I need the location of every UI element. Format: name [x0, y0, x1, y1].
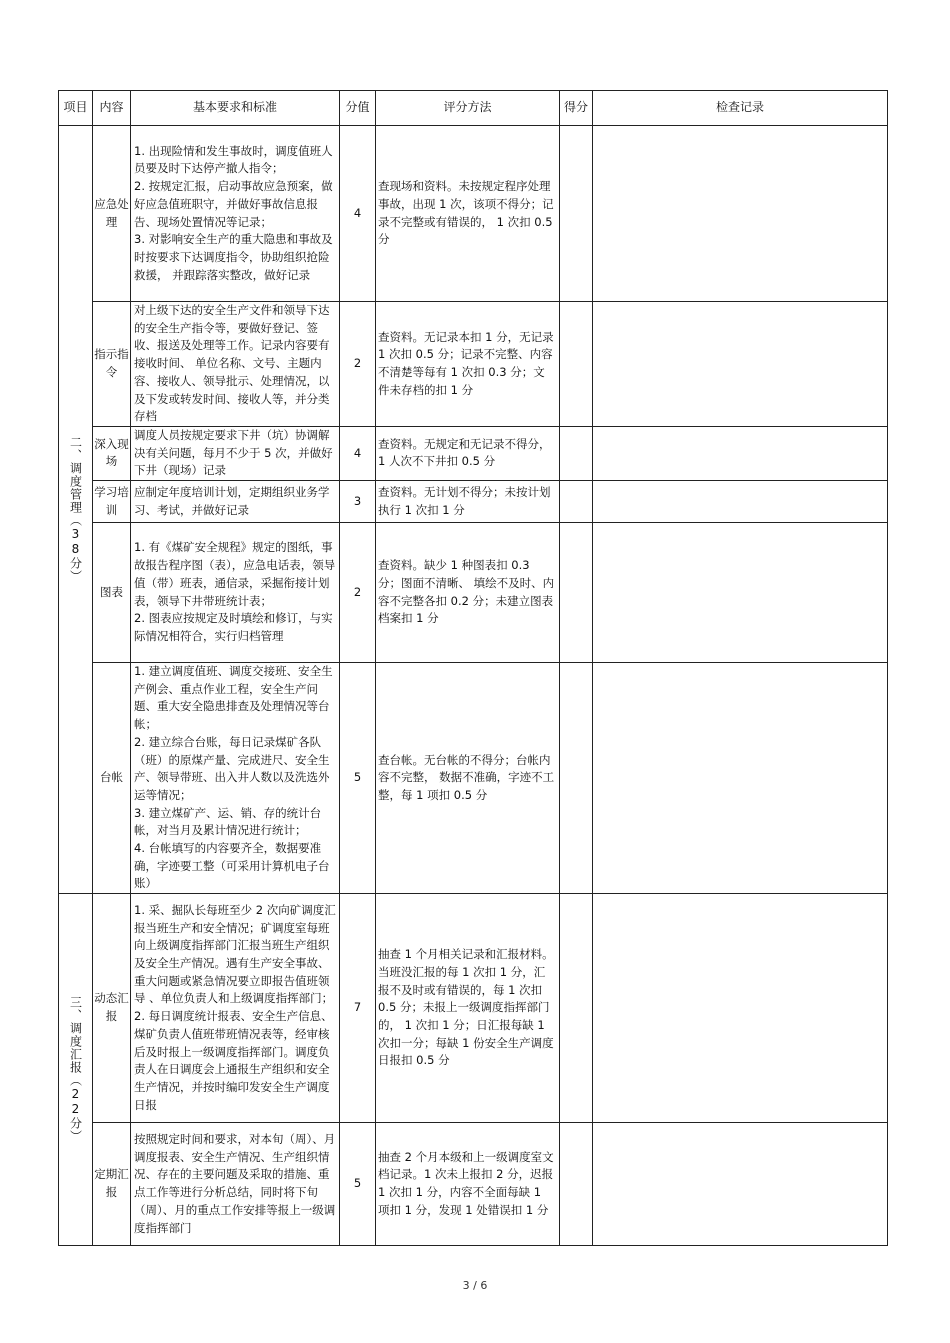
requirements-text: 1. 有《煤矿安全规程》规定的图纸，事故报告程序图（表），应急电话表，领导值（带）班表，通信录，采掘衔接计划表，领导下井带班统计表； 2. 图表应按规定及时填绘和修订，与实际情况相符合，实行归档管理 [134, 540, 336, 643]
method-text: 抽查 1 个月相关记录和汇报材料。当班没汇报的每 1 次扣 1 分，汇报不及时或有错误的，每 1 次扣 0.5 分；未报上一级调度指挥部门的， 1 次扣 1 分；日汇报每缺 1 次扣一分；每缺 1 份安全生产调度日报扣 0.5 分 [378, 947, 554, 1068]
inspection-record-cell[interactable] [593, 126, 888, 302]
obtained-score-cell[interactable] [560, 481, 593, 523]
item-label: 图表 [100, 584, 123, 599]
header-method: 评分方法 [376, 91, 560, 126]
page-number: 3 / 6 [462, 1279, 488, 1292]
obtained-score-cell[interactable] [560, 663, 593, 894]
inspection-record-cell[interactable] [593, 481, 888, 523]
header-content: 内容 [93, 91, 131, 126]
score-value: 5 [353, 770, 362, 785]
item-label: 深入现场 [94, 436, 129, 469]
method-text: 查资料。无规定和无记录不得分， 1 人次不下井扣 0.5 分 [378, 436, 551, 469]
score-value: 4 [353, 205, 362, 220]
inspection-record-cell[interactable] [593, 663, 888, 894]
score-value: 7 [353, 1000, 362, 1015]
header-project: 项目 [59, 91, 93, 126]
requirements-text: 1. 出现险情和发生事故时，调度值班人员要及时下达停产撤人指令； 2. 按规定汇报，启动事故应急预案，做好应急值班职守，并做好事故信息报告、现场处置情况等记录； 3. 对影响安全生产的重大隐患和事故及时按要求下达调度指令，协助组织抢险救援， 并跟踪落实整改，做好记录 [134, 143, 333, 282]
requirements-text: 1. 建立调度值班、调度交接班、安全生产例会、重点作业工程，安全生产问题、重大安全隐患排查及处理情况等台帐； 2. 建立综合台账，每日记录煤矿各队（班）的原煤产量、完成进尺、安全生产、领导带班、出入井人数以及洗选外运等情况； 3. 建立煤矿产、运、销、存的统计台帐，对当月及累计情况进行统计； 4. 台帐填写的内容要齐全，数据要准确，字迹要工整（可采用计算机电子台账） [134, 664, 333, 891]
section-label: 三、调度汇报（22分） [68, 996, 83, 1144]
requirements-text: 1. 采、掘队长每班至少 2 次向矿调度汇报当班生产和安全情况；矿调度室每班向上级调度指挥部门汇报当班生产组织及安全生产情况。遇有生产安全事故、重大问题或紧急情况要立即报告值班领导 、单位负责人和上级调度指挥部门； 2. 每日调度统计报表、安全生产信息、煤矿负责人值班带班情况表等，经审核后及时报上一级调度指挥部门。调度负责人在日调度会上通报生产组织和安全生产情况，并按时编印发安全生产调度日报 [134, 902, 336, 1112]
item-label: 台帐 [100, 770, 123, 785]
table-row [59, 126, 888, 302]
score-value: 2 [353, 584, 362, 599]
requirements-text: 应制定年度培训计划，定期组织业务学习、考试，并做好记录 [134, 484, 330, 517]
method-text: 查资料。缺少 1 种图表扣 0.3 分；图面不清晰、 填绘不及时、内容不完整各扣 0.2 分；未建立图表档案扣 1 分 [378, 558, 555, 626]
item-label: 学习培训 [94, 484, 129, 517]
table-row [59, 1123, 888, 1246]
table-row [59, 894, 888, 1123]
method-text: 抽查 2 个月本级和上一级调度室文档记录。1 次未上报扣 2 分，迟报 1 次扣 1 分，内容不全面每缺 1 项扣 1 分，发现 1 处错误扣 1 分 [378, 1149, 554, 1217]
method-text: 查现场和资料。未按规定程序处理事故，出现 1 次，该项不得分；记录不完整或有错误的， 1 次扣 0.5 分 [378, 179, 554, 247]
method-text: 查台帐。无台帐的不得分；台帐内容不完整， 数据不准确，字迹不工整，每 1 项扣 0.5 分 [378, 752, 555, 802]
method-text: 查资料。无记录本扣 1 分，无记录 1 次扣 0.5 分；记录不完整、内容不清楚等每有 1 次扣 0.3 分；文件未存档的扣 1 分 [378, 329, 554, 397]
section-label-cell [59, 126, 93, 894]
inspection-record-cell[interactable] [593, 426, 888, 480]
scoring-table [58, 90, 888, 1246]
inspection-record-cell[interactable] [593, 302, 888, 427]
table-row [59, 663, 888, 894]
item-label: 定期汇报 [94, 1167, 129, 1200]
inspection-record-cell[interactable] [593, 1123, 888, 1246]
table-row [59, 302, 888, 427]
table-row [59, 523, 888, 663]
requirements-text: 按照规定时间和要求，对本旬（周）、月调度报表、安全生产情况、生产组织情况、存在的主要问题及采取的措施、重点工作等进行分析总结，同时将下旬（周）、月的重点工作安排等报上一级调度指挥部门 [134, 1132, 336, 1235]
score-value: 5 [353, 1176, 362, 1191]
item-label: 动态汇报 [94, 991, 129, 1024]
requirements-text: 调度人员按规定要求下井（坑）协调解决有关问题，每月不少于 5 次，并做好下井（现场）记录 [134, 427, 333, 478]
requirements-text: 对上级下达的安全生产文件和领导下达的安全生产指令等，要做好登记、签收、报送及处理等工作。记录内容要有接收时间、 单位名称、文号、主题内容、接收人、领导批示、处理情况，以及下发或转发时间、接收人等，并分类存档 [134, 303, 330, 424]
score-value: 2 [353, 356, 362, 371]
obtained-score-cell[interactable] [560, 523, 593, 663]
section-label-cell [59, 894, 93, 1246]
header-requirements: 基本要求和标准 [131, 91, 340, 126]
obtained-score-cell[interactable] [560, 426, 593, 480]
item-label: 指示指令 [94, 347, 129, 379]
section-label: 二、调度管理（38分） [68, 436, 83, 584]
table-row [59, 426, 888, 480]
obtained-score-cell[interactable] [560, 126, 593, 302]
inspection-record-cell[interactable] [593, 523, 888, 663]
obtained-score-cell[interactable] [560, 302, 593, 427]
obtained-score-cell[interactable] [560, 1123, 593, 1246]
header-obtained: 得分 [560, 91, 593, 126]
table-header-row [59, 91, 888, 126]
method-text: 查资料。无计划不得分；未按计划执行 1 次扣 1 分 [378, 484, 551, 517]
item-label: 应急处理 [94, 196, 129, 229]
table-row [59, 481, 888, 523]
obtained-score-cell[interactable] [560, 894, 593, 1123]
score-value: 4 [353, 445, 362, 460]
score-value: 3 [353, 493, 362, 508]
header-record: 检查记录 [593, 91, 888, 126]
inspection-record-cell[interactable] [593, 894, 888, 1123]
header-score: 分值 [340, 91, 376, 126]
